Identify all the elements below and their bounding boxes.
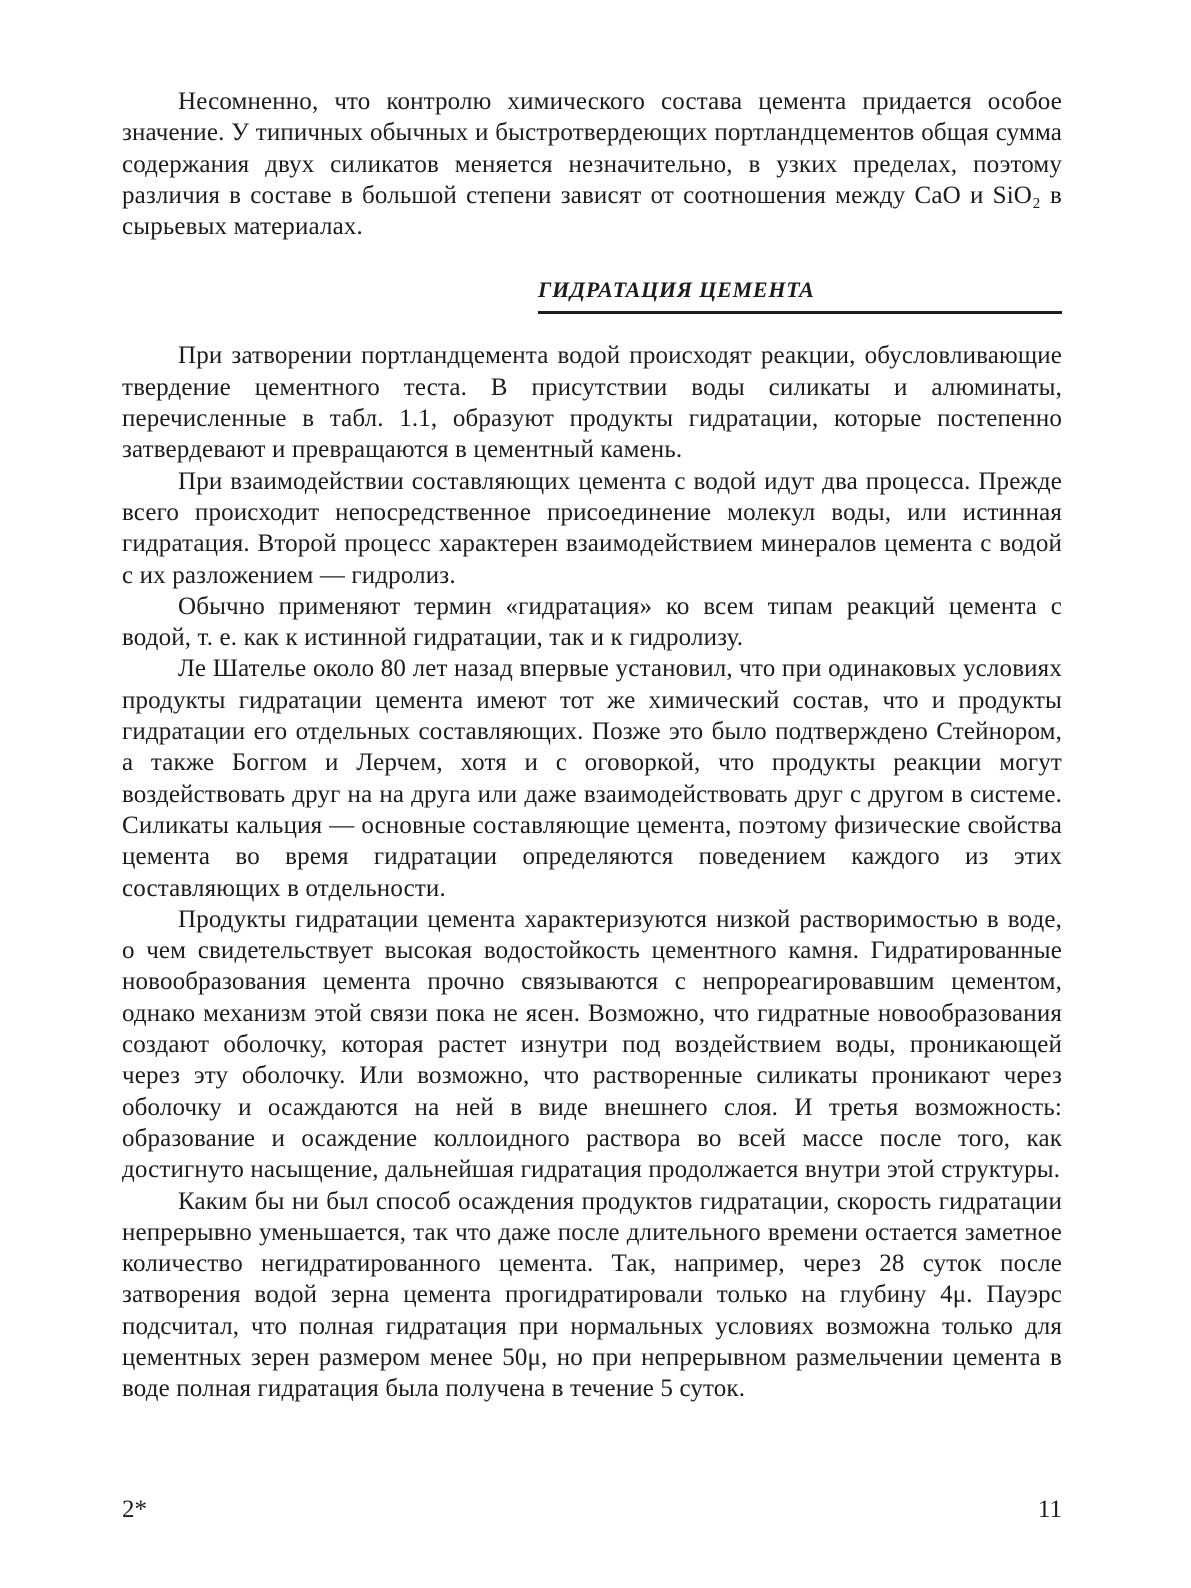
intro-paragraph: Несомненно, что контролю химического состава цемента придается особое значение. У типичных обычных и быстротвердеющих портландцементов общая сумма содержания двух силикатов меняется незначительно, в узких пределах, поэтому различия в составе в большой степени зависят от соотношения между CaO и SiO₂ в сырьевых материалах. bbox=[122, 88, 1062, 241]
paragraph: Ле Шателье около 80 лет назад впервые установил, что при одинаковых условиях продукты гидратации цемента имеют тот же химический состав, что и продукты гидратации его отдельных составляющих. Позже это было подтверждено Стейнором, а также Боггом и Лерчем, хотя и с оговоркой, что продукты реакции могут воздействовать друг на на друга или даже взаимодействовать друг с другом в системе. Силикаты кальция — основные составляющие цемента, поэтому физические свойства цемента во время гидратации определяются поведением каждого из этих составляющих в отдельности. bbox=[122, 655, 1062, 902]
section-heading-wrap bbox=[122, 277, 1062, 314]
paragraph: Продукты гидратации цемента характеризуются низкой растворимостью в воде, о чем свидетельствует высокая водостойкость цементного камня. Гидратированные новообразования цемента прочно связываются с непрореагировавшим цементом, однако механизм этой связи пока не ясен. Возможно, что гидратные новообразования создают оболочку, которая растет изнутри под воздействием воды, проникающей через эту оболочку. Или возможно, что растворенные силикаты проникают через оболочку и осаждаются на ней в виде внешнего слоя. И третья возможность: образование и осаждение коллоидного раствора во всей массе после того, как достигнуто насыщение, дальнейшая гидратация продолжается внутри этой структуры. bbox=[122, 905, 1062, 1184]
page-footer bbox=[122, 1496, 1062, 1524]
page-number: 11 bbox=[1037, 1496, 1062, 1523]
paragraph: Обычно применяют термин «гидратация» ко всем типам реакций цемента с водой, т. е. как к истинной гидратации, так и к гидролизу. bbox=[122, 592, 1062, 652]
page-body bbox=[122, 86, 1062, 1405]
paragraph: При затворении портландцемента водой происходят реакции, обусловливающие твердение цементного теста. В присутствии воды силикаты и алюминаты, перечисленные в табл. 1.1, образуют продукты гидратации, которые постепенно затвердевают и превращаются в цементный камень. bbox=[122, 342, 1062, 464]
section-heading: ГИДРАТАЦИЯ ЦЕМЕНТА bbox=[538, 277, 1062, 314]
paragraph: При взаимодействии составляющих цемента с водой идут два процесса. Прежде всего происходит непосредственное присоединение молекул воды, или истинная гидратация. Второй процесс характерен взаимодействием минералов цемента с водой с их разложением — гидролиз. bbox=[122, 467, 1062, 589]
signature-mark: 2* bbox=[122, 1496, 147, 1523]
paragraph: Каким бы ни был способ осаждения продуктов гидратации, скорость гидратации непрерывно уменьшается, так что даже после длительного времени остается заметное количество негидратированного цемента. Так, например, через 28 суток после затворения водой зерна цемента прогидратировали только на глубину 4μ. Пауэрс подсчитал, что полная гидратация при нормальных условиях возможна только для цементных зерен размером менее 50μ, но при непрерывном размельчении цемента в воде полная гидратация была получена в течение 5 суток. bbox=[122, 1187, 1062, 1403]
